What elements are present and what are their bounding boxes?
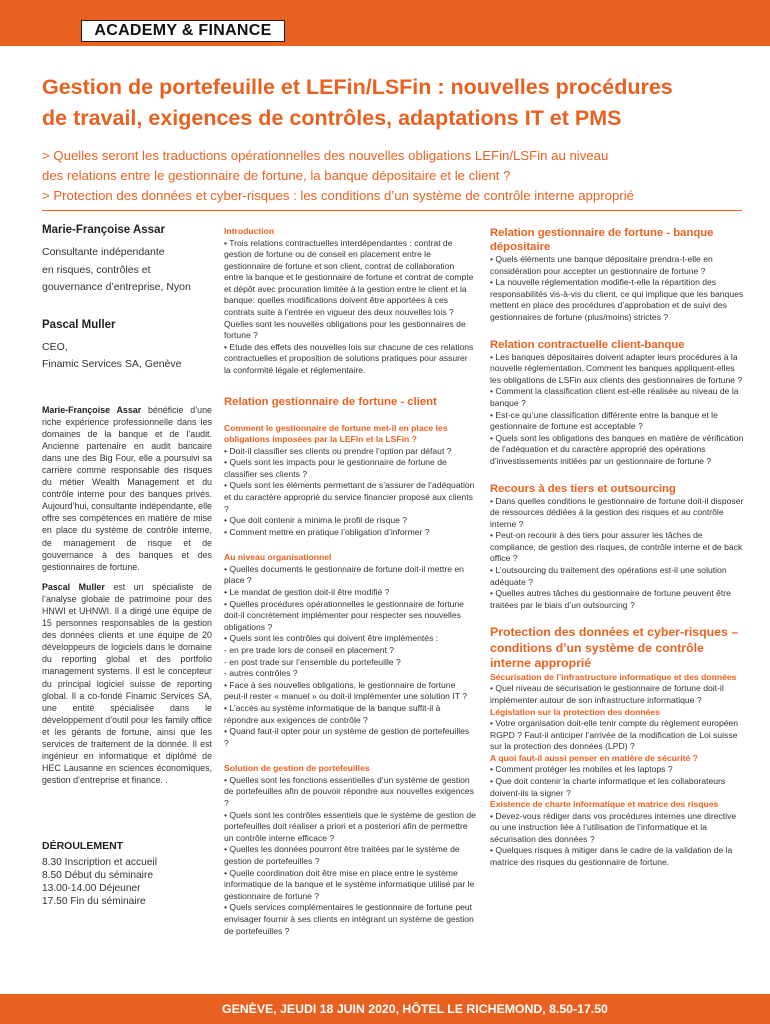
speaker-1-role-2: en risques, contrôles et <box>42 263 151 276</box>
legislation-text: • Votre organisation doit-elle tenir compte du règlement européen RGPD ? Faut-il anticiper l’arrivée de la modification de Loi suisse sur la protection des données (LPD) ? <box>490 718 739 752</box>
security-2-text: • Comment protéger les mobiles et les laptops ? • Que doit contenir la charte informatique et les collaborateurs doivent-ils la signer ? <box>490 764 726 798</box>
bio-1-text: bénéficie d’une riche expérience professionnelle dans les domaines de la banque et de l’audit. Ancienne partenaire en audit bancaire dans une des Big Four, elle a poursuivi sa carrière comme responsable des risques du métier Wealth Management et du contrôle interne pour des banques privés. Aujourd’hui, consultante indépendante, elle offre ses compétences en matière de mise en place du système de contrôle interne, de management de risque et de gouvernance à des banques et des gestionnaires de fortune. <box>42 404 212 572</box>
client-bank-heading: Relation contractuelle client-banque <box>490 338 685 351</box>
program-item: 17.50 Fin du séminaire <box>42 896 146 907</box>
brand-logo <box>81 20 285 42</box>
bio-2-name: Pascal Muller <box>42 581 105 592</box>
bank-relation-heading: Relation gestionnaire de fortune - banque dépositaire <box>490 227 714 253</box>
intro-line-3: > Protection des données et cyber-risques : les conditions d’un système de contrôle interne approprié <box>42 188 634 203</box>
speaker-1-name: Marie-Françoise Assar <box>42 224 165 236</box>
speakers-column <box>42 224 212 786</box>
client-bank-text: • Les banques dépositaires doivent adapter leurs procédures à la nouvelle réglementation. Comment les banques appliquent-elles les obligations de LSFin aux clients des gestionnaires de fortune ? • Comment la classification client est-elle réalisée au niveau de la banque ? • Est-ce qu’une classification différente entre la banque et le gestionnaire de fortune est acceptable ? • Quels sont les obligations des banques en matière de vérification de l’adéquation et du caractère approprié des opérations d’investissements initiées par un gestionnaire de fortune ? <box>490 351 744 466</box>
implementation-text: • Doit-il classifier ses clients ou prendre l’option par défaut ? • Quels sont les impacts pour le gestionnaire de fortune de classifier ses clients ? • Quels sont les éléments permettant de s’assurer de l’adéquation et du caractère approprié du service financier proposé aux clients ? • Que doit contenir a minima le profil de risque ? • Comment mettre en pratique l’obligation d’informer ? <box>224 445 475 537</box>
intro-line-1: > Quelles seront les traductions opérationnelles des nouvelles obligations LEFin/LSFin au niveau <box>42 148 609 163</box>
speaker-2-name: Pascal Muller <box>42 318 116 331</box>
introduction-heading: Introduction <box>224 226 275 236</box>
security-text: • Quel niveau de sécurisation le gestionnaire de fortune doit-il implémenter autour de son infrastructure informatique ? <box>490 683 724 706</box>
outsourcing-text: • Dans quelles conditions le gestionnaire de fortune doit-il disposer de ressources dédiées à la gestion des risques et au contrôle interne ? • Peut-on recourir à des tiers pour assurer les tâches de compliance, de gestion des risques, de contrôle interne et de back office ? • L’outsourcing du traitement des opérations est-il une solution adéquate ? • Quelles autres tâches du gestionnaire de fortune peuvent être traitées par le biais d’un outsourcing ? <box>490 495 744 610</box>
program-item: 8.50 Début du séminaire <box>42 870 153 881</box>
bio-2-text: est un spécialiste de l’analyse globale de patrimoine pour des HNWI et UHNWI. Il a dirigé une équipe de 15 personnes responsables de la gestion des données clients et une équipe de 20 développeurs de logiciels dans le domaine du reporting global et des portfolio management systems. Il est le concepteur du principal logiciel suisse de reporting global. Il a co-fondé Finamic Services SA, une entité spécialisée dans le développement d’outil pour les family office et les gérants de fortune, ainsi que les services de traitement de la donnée. Il est ingénieur en informatique et diplômé de HEC Lausanne en sciences économiques, gestion d’entreprise et finance. . <box>42 581 212 786</box>
footer-text: GENÈVE, JEUDI 18 JUIN 2020, HÔTEL LE RICHEMOND, 8.50-17.50 <box>222 1002 608 1016</box>
organisation-text: • Quelles documents le gestionnaire de fortune doit-il mettre en place ? • Le mandat de gestion doit-il être modifié ? • Quelles procédures opérationnelles le gestionnaire de fortune doit-il concrètement implémenter pour respecter ses nouvelles obligations ? • Quels sont les contrôles qui doivent être implémentés : - en pre trade lors de conseil en placement ? - en post trade sur l’ensemble du portefeuille ? - autres contrôles ? • Face à ses nouvelles obligations, le gestionnaire de fortune peut-il rester « manuel » ou doit-il implémenter une solution IT ? • L’accès au système informatique de la banque suffit-il à répondre aux exigences de contrôle ? • Quand faut-il opter pour un système de gestion de portefeuilles ? <box>224 563 470 748</box>
intro-line-2: des relations entre le gestionnaire de fortune, la banque dépositaire et le client ? <box>42 168 511 183</box>
program-item: 13.00-14.00 Déjeuner <box>42 883 141 894</box>
title-line-1: Gestion de portefeuille et LEFin/LSFin : nouvelles procédures <box>42 75 673 99</box>
divider <box>42 210 742 211</box>
implementation-heading: Comment le gestionnaire de fortune met-il en place les obligations imposées par la LEFin et la LSFin ? <box>224 422 448 445</box>
intro <box>42 146 752 206</box>
introduction-text: • Trois relations contractuelles interdépendantes : contrat de gestion de fortune ou de conseil en placement entre le gestionnaire de fortune et son client, contrat de collaboration entre la banque et le gestionnaire de fortune et contrat de compte et dépôt avec procuration limitée à la gestion entre le client et la banque: quelles modifications doivent être apportées à ces contrats suite à l’entrée en vigueur des deux nouvelles lois ? Quelles sont les nouvelles obligations pour les gestionnaires de fortune ? • Etude des effets des nouvelles lois sur chacune de ces relations contractuelles et proposition de solutions pratiques pour assurer la conformité légale et réglementaire. <box>224 237 474 376</box>
bank-relation-text: • Quels éléments une banque dépositaire prendra-t-elle en considération pour accepter un gestionnaire de fortune ? • La nouvelle réglementation modifie-t-elle la répartition des responsabilités vis-à-vis du client, ce qui implique que les banques mettent en place des procédures d’approbation et de suivi des gestionnaires de fortune (plus/moins) strictes ? <box>490 254 744 322</box>
solution-text: • Quelles sont les fonctions essentielles d’un système de gestion de portefeuilles afin de pouvoir répondre aux nouvelles exigences ? • Quels sont les contrôles essentiels que le système de gestion de portefeuilles doit réaliser a priori et a posteriori afin de permettre un contrôle interne efficace ? • Quelles les données pourront être traitées par le système de gestion de portefeuilles ? • Quelle coordination doit être mise en place entre le système informatique de la banque et le système informatique utilisé par le gestionnaire de fortune ? • Quels services complémentaires le gestionnaire de fortune peut envisager fournir à ses clients en intégrant un système de gestion de portefeuilles ? <box>224 774 476 936</box>
security-2-heading: A quoi faut-il aussi penser en matière de sécurité ? <box>490 752 698 763</box>
charter-heading: Existence de charte informatique et matrice des risques <box>490 799 719 810</box>
charter-text: • Devez-vous rédiger dans vos procédures internes une directive ou une instruction liée à l’utilisation de l’informatique et la sécurisation des données ? • Quelques risques à mitiger dans le cadre de la validation de la matrice des risques du gestionnaire de fortune. <box>490 810 737 868</box>
security-heading: Sécurisation de l’infrastructure informatique et des données <box>490 671 737 682</box>
data-protection-heading: Protection des données et cyber-risques – conditions d’un système de contrôle interne approprié <box>490 625 739 671</box>
speaker-2-role-1: CEO, <box>42 340 68 353</box>
page-title <box>42 72 742 134</box>
program-item: 8.30 Inscription et accueil <box>42 857 157 868</box>
bio-1-name: Marie-Françoise Assar <box>42 404 142 415</box>
organisation-heading: Au niveau organisationnel <box>224 552 332 563</box>
outsourcing-heading: Recours à des tiers et outsourcing <box>490 482 676 495</box>
speaker-1-role-3: gouvernance d’entreprise, Nyon <box>42 281 191 293</box>
speaker-1-role-1: Consultante indépendante <box>42 246 165 258</box>
right-column <box>490 226 745 869</box>
speaker-2-role-2: Finamic Services SA, Genève <box>42 358 182 370</box>
legislation-heading: Législation sur la protection des données <box>490 706 660 717</box>
title-line-2: de travail, exigences de contrôles, adaptations IT et PMS <box>42 106 622 130</box>
speaker-2-bio <box>42 581 212 787</box>
program-schedule <box>42 840 212 908</box>
client-relation-heading: Relation gestionnaire de fortune - client <box>224 395 437 408</box>
brand-text: ACADEMY & FINANCE <box>94 22 272 39</box>
middle-column <box>224 226 476 937</box>
solution-heading: Solution de gestion de portefeuilles <box>224 763 370 774</box>
speaker-1-bio <box>42 404 212 573</box>
program-title: DÉROULEMENT <box>42 840 124 852</box>
